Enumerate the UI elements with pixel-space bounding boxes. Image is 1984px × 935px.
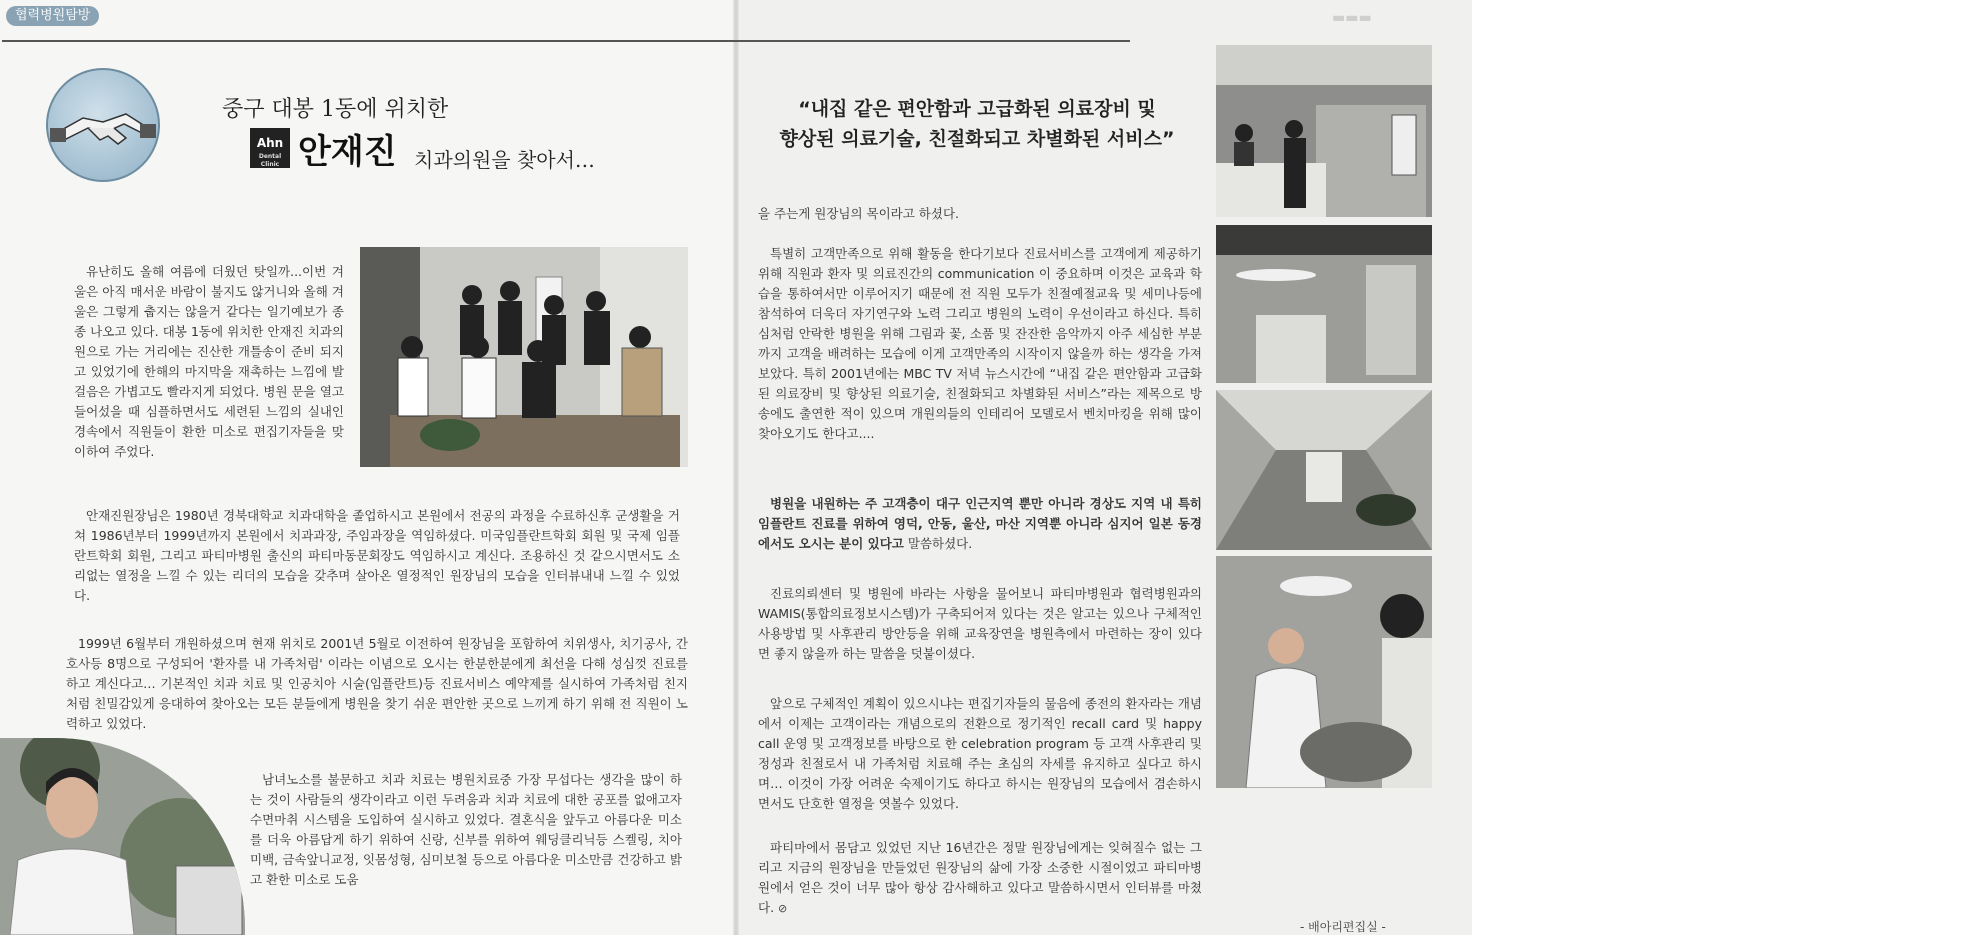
article-subtitle: 중구 대봉 1동에 위치한 (222, 97, 449, 122)
left-paragraph-3: 1999년 6월부터 개원하셨으며 현재 위치로 2001년 5월로 이전하여 원장님을 포함하여 치위생사, 치기공사, 간호사등 8명으로 구성되어 '환자를 내 가족처럼' 이라는 이념으로 오시는 한분한분에게 최선을 다해 성심껏 진료를 하고 계신다고… 기본적인 치과 치료 및 인공치아 시술(임플란트)등 진료서비스 예약제를 실시하여 가족처럼 친지처럼 친밀감있게 응대하여 찾아오는 모든 분들에게 병원을 찾기 쉬운 편안한 곳으로 느끼게 하기 위해 전 직원이 노력하고 있었다. (66, 636, 688, 731)
pull-quote-line-1: “내집 같은 편안함과 고급화된 의료장비 및 (798, 98, 1156, 120)
reception-desk-photo (1216, 45, 1432, 217)
right-paragraph-4: 진료의뢰센터 및 병원에 바라는 사항을 물어보니 파티마병원과 협력병원과의 WAMIS(통합의료정보시스템)가 구축되어져 있다는 것은 알고는 있으나 구체적인 사용방법 및 사후관리 방안등을 위해 교육장연을 병원측에서 마련하는 장이 있다면 좋지 않을까 하는 말씀을 덧붙이셨다. (758, 586, 1202, 661)
handshake-icon (46, 68, 160, 182)
treatment-room-photo (1216, 225, 1432, 383)
left-paragraph-4: 남녀노소를 불문하고 치과 치료는 병원치료중 가장 무섭다는 생각을 많이 하는 것이 사람들의 생각이라고 이런 두려움과 치과 치료에 대한 공포를 없애고자 수면마취 시스템을 도입하여 실시하고 있었다. 결혼식을 앞두고 아름다운 미소를 더욱 아름답게 하기 위하여 신랑, 신부를 위하여 웨딩클리닉등 스켈링, 치아미백, 금속앞니교정, 잇몸성형, 심미보철 등으로 아름다운 미소만큼 건강하고 밝고 환한 미소로 도움 (250, 772, 682, 887)
clinic-logo-mark (250, 128, 290, 168)
bleed-through-shape: ▬▬▬ (1332, 10, 1372, 26)
pull-quote (752, 94, 1202, 154)
top-rule (2, 40, 1130, 42)
clinic-logo-text: Ahn (256, 136, 284, 150)
right-paragraph-3-rest: 말씀하셨다. (903, 536, 973, 551)
staff-group-photo (360, 247, 688, 467)
right-paragraph-2: 특별히 고객만족으로 위해 활동을 한다기보다 진료서비스를 고객에게 제공하기 위해 직원과 환자 및 의료진간의 communication 이 중요하며 이것은 교육과 학습을 통하여서만 이루어지기 때문에 전 직원 모두가 친절예절교육 및 세미나등에 참석하여 더욱더 자기연구와 노력 그리고 병원의 노력이 우선이라고 하신다. 특히 심처럼 안락한 병원을 위해 그림과 꽃, 소품 및 잔잔한 음악까지 아주 세심한 부분까지 고객을 배려하는 모습에 이게 고객만족의 시작이지 않을까 하는 생각을 가져보았다. 특히 2001년에는 MBC TV 저녁 뉴스시간에 “내집 같은 편안함과 고급화된 의료장비 및 향상된 의료기술, 친절화되고 차별화된 서비스”라는 제목으로 방송에도 출연한 적이 있으며 개원의들의 인테리어 모델로서 벤치마킹을 위해 많이 찾아오기도 한다고.... (758, 246, 1202, 441)
right-paragraph-3-bold: 병원을 내원하는 주 고객층이 대구 인근지역 뿐만 아니라 경상도 지역 내 특히 임플란트 진료를 위하여 영덕, 안동, 울산, 마산 지역뿐 아니라 심지어 일본 동경에서도 오시는 분이 있다고 (758, 496, 1202, 551)
editorial-signoff: - 배아리편집실 - (1300, 920, 1386, 934)
clinic-name: 안재진 (298, 132, 397, 172)
article-title-rest: 치과의원을 찾아서… (414, 148, 595, 172)
right-paragraph-6 (758, 838, 1202, 919)
right-paragraph-3 (758, 494, 1202, 554)
left-paragraph-2: 안재진원장님은 1980년 경북대학교 치과대학을 졸업하시고 본원에서 전공의 과정을 수료하신후 군생활을 거쳐 1986년부터 1999년까지 본원에서 치과과장, 주임과장을 역임하셨다. 미국임플란트학회 회원 및 국제 임플란트학회 회원, 그리고 파티마병원 출신의 파티마동문회장도 역임하시고 계신다. 조용하신 것 같으시면서도 소리없는 열정을 느낄 수 있는 리더의 모습을 갖추며 살아온 열정적인 원장님의 모습을 인터뷰내내 느낄 수 있었다. (74, 508, 680, 603)
end-mark-icon: ⊘ (778, 902, 788, 915)
page-fold (733, 0, 739, 935)
right-paragraph-5: 앞으로 구체적인 계획이 있으시냐는 편집기자들의 물음에 종전의 환자라는 개념에서 이제는 고객이라는 개념으로의 전환으로 정기적인 recall card 및 happy call 운영 및 고객정보를 바탕으로 한 celebration program 등 고객 사후관리 및 정성과 친절로서 내 가족처럼 치료해 주는 초심의 자세를 유지하고 싶다고 하시며… 이것이 가장 어려운 숙제이기도 하다고 하시는 원장님의 모습에서 겸손하시면서도 단호한 열정을 엿볼수 있었다. (758, 696, 1202, 811)
hallway-photo (1216, 390, 1432, 550)
right-paragraph-1: 을 주는게 원장님의 목이라고 하셨다. (758, 206, 959, 221)
clinic-logo-subtext: Dental Clinic (258, 153, 282, 168)
pull-quote-line-2: 향상된 의료기술, 친절화되고 차별화된 서비스” (779, 128, 1175, 150)
right-paragraph-6-text: 파티마에서 몸담고 있었던 지난 16년간은 정말 원장님에게는 잊혀질수 없는 그리고 지금의 원장님을 만들었던 원장님의 삶에 가장 소중한 시절이었고 파티마병원에서 얻은 것이 너무 많아 항상 감사해하고 있다고 말씀하시면서 인터뷰를 마쳤다. (758, 840, 1202, 915)
section-tag: 협력병원탐방 (6, 6, 99, 26)
dentist-treating-patient-photo (1216, 556, 1432, 788)
left-paragraph-1: 유난히도 올해 여름에 더웠던 탓일까...이번 겨울은 아직 매서운 바람이 불지도 않거니와 올해 겨울은 그렇게 춥지는 않을거 같다는 일기예보가 종종 나오고 있다. 대봉 1동에 위치한 안재진 치과의원으로 가는 거리에는 진산한 개틀송이 준비 되지고 있었기에 한해의 마지막을 재촉하는 느낌에 발걸음은 가볍고도 빨라지게 되었다. 병원 문을 열고 들어섰을 때 심플하면서도 세련된 느낌의 실내인경속에서 직원들이 환한 미소로 편집기자들을 맞이하여 주었다. (74, 264, 344, 459)
